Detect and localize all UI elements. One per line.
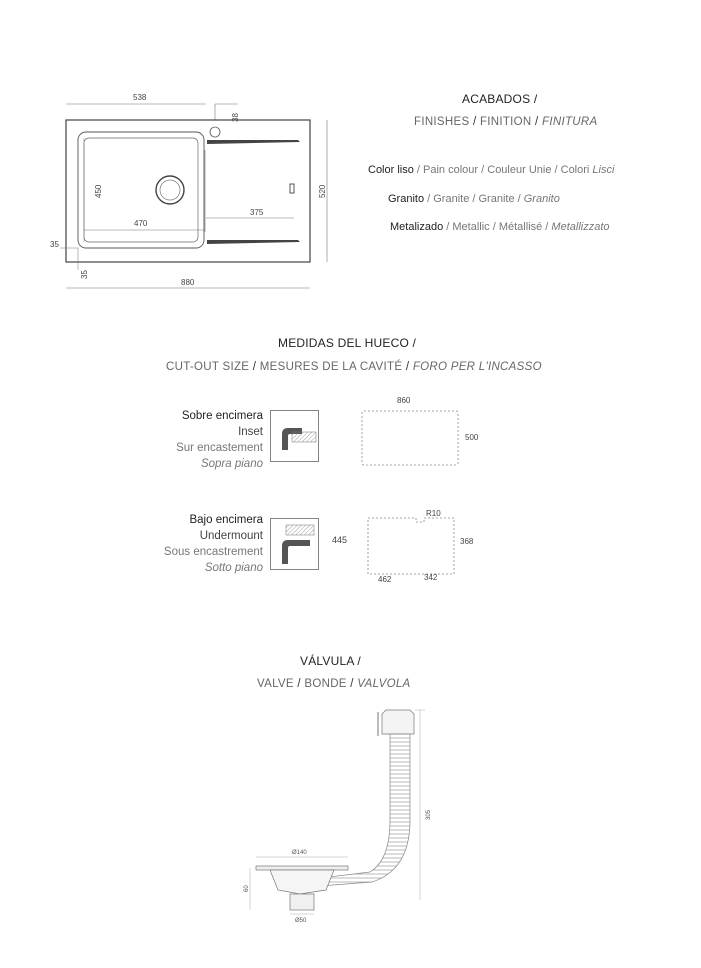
cutout-title-text: MEDIDAS DEL HUECO <box>278 336 409 350</box>
dim-total-width: 880 <box>181 278 195 287</box>
cutout-sub-fr: MESURES DE LA CAVITÉ <box>259 361 403 373</box>
finish-plain-fr: Couleur Unie <box>487 164 552 176</box>
undermount-cutout-drawing <box>360 508 500 588</box>
valve-sub-it: VALVOLA <box>357 678 411 690</box>
dim-tap-offset: 38 <box>231 113 240 122</box>
finish-granite-it: Granito <box>523 193 560 205</box>
undermount-fr: Sous encastrement <box>163 546 263 558</box>
undermount-it: Sotto piano <box>204 562 263 574</box>
undermount-en: Undermount <box>199 530 263 542</box>
finish-plain-es: Color liso <box>368 164 414 176</box>
inset-width-dim: 860 <box>397 396 411 405</box>
finish-plain-en: Pain colour <box>423 164 479 176</box>
valve-title <box>300 654 361 668</box>
cutout-subtitle: CUT-OUT SIZE / MESURES DE LA CAVITÉ / FORO PER L'INCASSO <box>166 361 542 373</box>
cutout-title <box>278 336 416 350</box>
finish-item-metallic: Metalizado / Metallic / Métallisé / Metallizzato <box>390 221 610 233</box>
inset-es: Sobre encimera <box>181 410 263 422</box>
finish-plain-it-b: Lisci <box>592 164 615 176</box>
valve-drawing <box>0 700 701 960</box>
undermount-side-dim: 445 <box>332 535 348 545</box>
inset-en: Inset <box>238 426 263 438</box>
cutout-sub-en: CUT-OUT SIZE <box>166 361 250 373</box>
valve-subtitle: VALVE / BONDE / VALVOLA <box>257 678 411 690</box>
finishes-title-sep: / <box>530 92 538 106</box>
finishes-subtitle: FINISHES / FINITION / FINITURA <box>414 116 598 128</box>
finishes-sub-it: FINITURA <box>542 116 598 128</box>
undermount-mount-icon <box>270 518 320 570</box>
undermount-height-dim: 368 <box>460 537 474 546</box>
undermount-width-a-dim: 462 <box>378 575 392 584</box>
finish-granite-en: Granite <box>433 193 470 205</box>
cutout-title-sep: / <box>408 336 417 350</box>
valve-sub-fr: BONDE <box>304 678 347 690</box>
finish-metallic-fr: Métallisé <box>498 221 543 233</box>
dim-bowl-width: 470 <box>134 219 148 228</box>
valve-title-text: VÁLVULA <box>300 654 354 668</box>
finishes-sub-en: FINISHES <box>414 116 470 128</box>
finish-metallic-it: Metallizzato <box>551 221 610 233</box>
undermount-width-b-dim: 342 <box>424 573 438 582</box>
finish-item-plain: Color liso / Pain colour / Couleur Unie / Colori Lisci <box>368 164 615 176</box>
valve-sub-en: VALVE <box>257 678 294 690</box>
finish-metallic-es: Metalizado <box>390 221 444 233</box>
valve-top-dim: Ø140 <box>292 850 307 856</box>
undermount-radius-dim: R10 <box>426 509 441 518</box>
undermount-label <box>164 512 263 576</box>
inset-fr: Sur encastement <box>176 442 263 454</box>
finish-plain-it-a: Colori <box>560 164 593 176</box>
valve-length-dim: 305 <box>426 809 432 820</box>
undermount-es: Bajo encimera <box>189 514 263 526</box>
dim-drainer: 375 <box>250 208 264 217</box>
cutout-sub-it: FORO PER L'INCASSO <box>412 361 542 373</box>
finishes-title-text: ACABADOS <box>462 92 531 106</box>
valve-bottom-dim: Ø50 <box>295 918 307 924</box>
inset-cutout-drawing <box>355 395 495 475</box>
dim-top-width: 538 <box>133 93 147 102</box>
dim-left-edge: 35 <box>50 240 59 249</box>
finish-granite-fr: Granite <box>478 193 515 205</box>
finish-item-granite: Granito / Granite / Granite / Granito <box>388 193 560 205</box>
inset-mount-icon <box>270 410 320 462</box>
inset-height-dim: 500 <box>465 433 479 442</box>
dim-bowl-depth: 450 <box>94 184 103 198</box>
finish-granite-es: Granito <box>388 193 425 205</box>
finish-metallic-en: Metallic <box>452 221 490 233</box>
dim-depth-right: 520 <box>318 184 327 198</box>
valve-height-dim: 60 <box>244 885 250 892</box>
valve-title-sep: / <box>353 654 361 668</box>
sink-dimension-drawing <box>0 0 701 300</box>
finishes-sub-fr: FINITION <box>479 116 532 128</box>
inset-it: Sopra piano <box>200 458 263 470</box>
dim-bottom-edge: 35 <box>80 270 89 279</box>
finishes-title <box>462 92 537 106</box>
inset-label <box>176 408 263 472</box>
